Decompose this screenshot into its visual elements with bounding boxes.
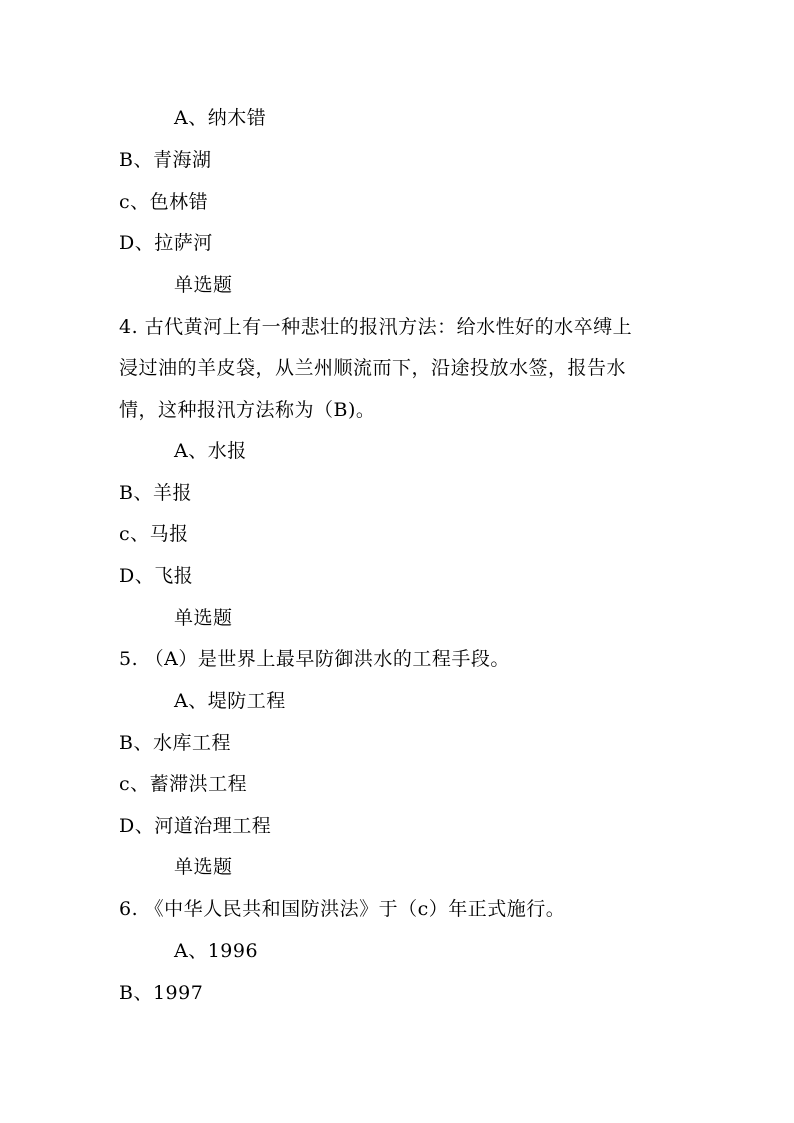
q5-option-d: D、河道治理工程 [119, 815, 272, 837]
q5-option-c: c、蓄滞洪工程 [119, 773, 248, 795]
q4-type-label: 单选题 [174, 607, 233, 629]
q3-option-d: D、拉萨河 [119, 232, 213, 254]
q3-option-c: c、色林错 [119, 191, 209, 213]
q5-option-a: A、堤防工程 [174, 690, 286, 712]
q3-type-label: 单选题 [174, 274, 233, 296]
q5-question: 5. （A）是世界上最早防御洪水的工程手段。 [119, 648, 510, 670]
q4-question-line-3: 情，这种报汛方法称为（B)。 [119, 399, 376, 421]
q6-question: 6. 《中华人民共和国防洪法》于（c）年正式施行。 [119, 898, 566, 920]
q6-option-b: B、1997 [119, 982, 204, 1004]
q6-option-a: A、1996 [174, 940, 259, 962]
q3-option-b: B、青海湖 [119, 149, 212, 171]
q4-option-b: B、羊报 [119, 482, 192, 504]
q5-type-label: 单选题 [174, 856, 233, 878]
q4-option-a: A、水报 [174, 440, 247, 462]
q4-option-d: D、飞报 [119, 565, 194, 587]
q4-question-line-1: 4. 古代黄河上有一种悲壮的报汛方法：给水性好的水卒缚上 [119, 316, 633, 338]
q3-option-a: A、纳木错 [174, 107, 267, 129]
q4-option-c: c、马报 [119, 523, 189, 545]
q4-question-line-2: 浸过油的羊皮袋，从兰州顺流而下，沿途投放水签，报告水 [119, 357, 627, 379]
q5-option-b: B、水库工程 [119, 732, 231, 754]
